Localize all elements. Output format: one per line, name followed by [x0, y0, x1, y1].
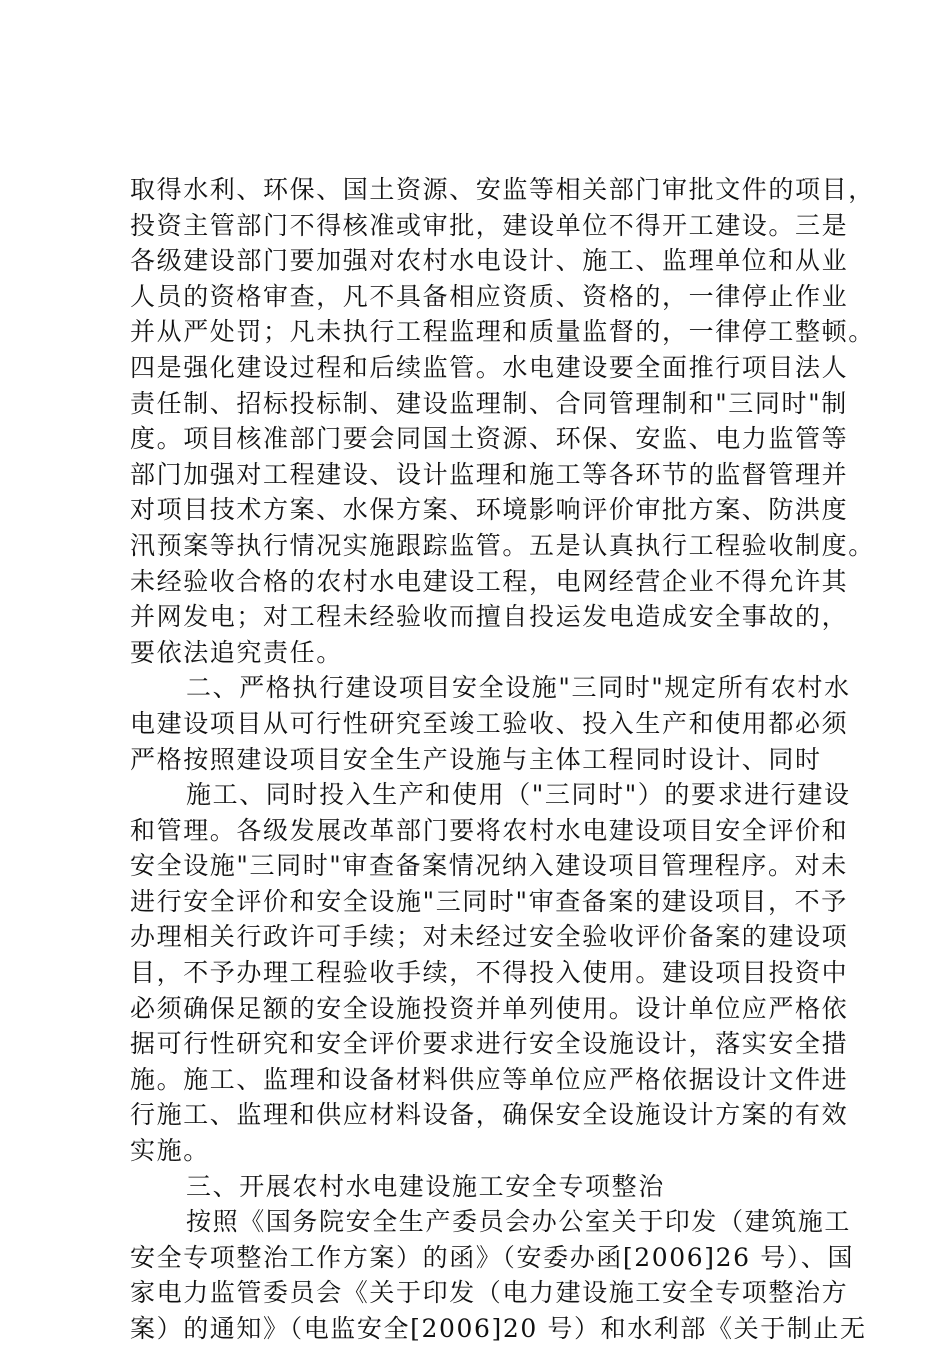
text-line: 度。项目核准部门要会同国土资源、环保、安监、电力监管等: [130, 424, 849, 454]
text-line: 人员的资格审查，凡不具备相应资质、资格的，一律停止作业: [130, 281, 849, 311]
text-line: 按照《国务院安全生产委员会办公室关于印发（建筑施工: [186, 1207, 852, 1237]
text-line: 部门加强对工程建设、设计监理和施工等各环节的监督管理并: [130, 459, 849, 489]
text-line: 并网发电；对工程未经验收而擅自投运发电造成安全事故的，: [130, 602, 849, 632]
text-line: 家电力监管委员会《关于印发（电力建设施工安全专项整治方: [130, 1278, 849, 1308]
body-text: [130, 172, 875, 1347]
text-line: 实施。: [130, 1136, 210, 1166]
text-line: 责任制、招标投标制、建设监理制、合同管理制和"三同时"制: [130, 388, 848, 418]
text-line: 并从严处罚；凡未执行工程监理和质量监督的，一律停工整顿。: [130, 317, 875, 347]
text-line: 施。施工、监理和设备材料供应等单位应严格依据设计文件进: [130, 1064, 849, 1094]
text-line: 电建设项目从可行性研究至竣工验收、投入生产和使用都必须: [130, 708, 849, 738]
text-line: 必须确保足额的安全设施投资并单列使用。设计单位应严格依: [130, 993, 849, 1023]
text-line: 目，不予办理工程验收手续，不得投入使用。建设项目投资中: [130, 958, 849, 988]
text-line: 对项目技术方案、水保方案、环境影响评价审批方案、防洪度: [130, 495, 849, 525]
text-line: 案）的通知》（电监安全[2006]20 号）和水利部《关于制止无: [130, 1314, 867, 1343]
text-line: 安全专项整治工作方案）的函》（安委办函[2006]26 号）、国: [130, 1242, 855, 1272]
text-line: 各级建设部门要加强对农村水电设计、施工、监理单位和从业: [130, 246, 849, 276]
text-line: 办理相关行政许可手续；对未经过安全验收评价备案的建设项: [130, 922, 849, 952]
text-line: 投资主管部门不得核准或审批，建设单位不得开工建设。三是: [130, 210, 849, 240]
text-line: 安全设施"三同时"审查备案情况纳入建设项目管理程序。对未: [130, 851, 848, 881]
text-line: 要依法追究责任。: [130, 637, 343, 667]
text-line: 严格按照建设项目安全生产设施与主体工程同时设计、同时: [130, 744, 822, 774]
text-line: 四是强化建设过程和后续监管。水电建设要全面推行项目法人: [130, 352, 849, 382]
text-line: 据可行性研究和安全评价要求进行安全设施设计，落实安全措: [130, 1029, 849, 1059]
section-heading: 二、严格执行建设项目安全设施"三同时"规定所有农村水: [186, 673, 851, 703]
text-line: 汛预案等执行情况实施跟踪监管。五是认真执行工程验收制度。: [130, 530, 875, 560]
text-line: 和管理。各级发展改革部门要将农村水电建设项目安全评价和: [130, 815, 849, 845]
section-heading: 三、开展农村水电建设施工安全专项整治: [186, 1171, 665, 1201]
text-line: 施工、同时投入生产和使用（"三同时"）的要求进行建设: [186, 780, 851, 810]
text-line: 未经验收合格的农村水电建设工程，电网经营企业不得允许其: [130, 566, 849, 596]
text-line: 行施工、监理和供应材料设备，确保安全设施设计方案的有效: [130, 1100, 849, 1130]
text-line: 进行安全评价和安全设施"三同时"审查备案的建设项目，不予: [130, 886, 848, 916]
text-line: 取得水利、环保、国土资源、安监等相关部门审批文件的项目，: [130, 175, 875, 204]
